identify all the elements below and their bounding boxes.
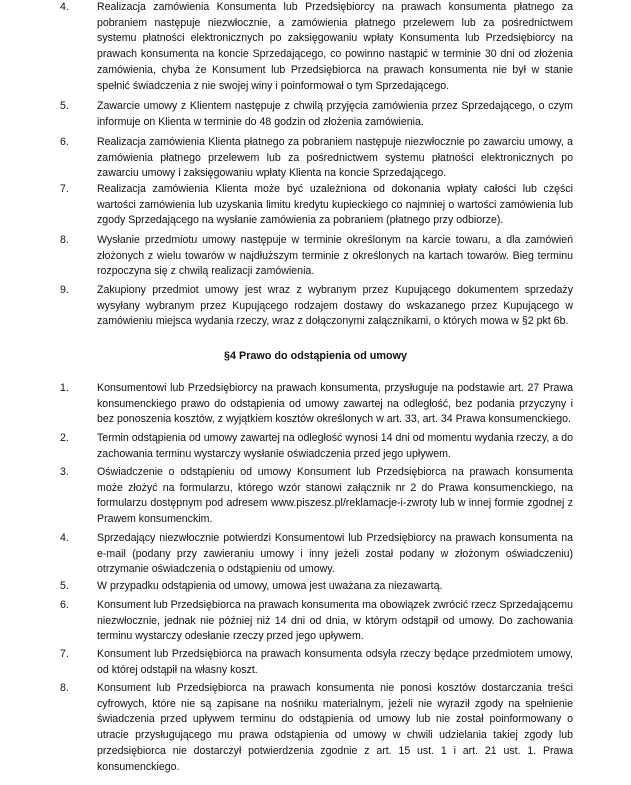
item-number: 3. [60,466,69,478]
item-number: 7. [60,648,69,660]
item-text: Konsument lub Przedsiębiorca na prawach konsumenta nie ponosi kosztów dostarczania treści cyfrowych, które nie są zapisane na nośniku materialnym, jeżeli nie wyraził zgody na spełnienie świadczenia przed upływem terminu do odstąpienia od umowy lub nie został poinformowany o utracie przysługującego mu prawa odstąpienia od umowy w chwili udzielania takiej zgody lub przedsiębiorca nie dostarczył potwierdzenia zgodnie z art. 15 ust. 1 i art. 21 ust. 1. Prawa konsumenckiego. [97,682,573,773]
item-text: Zawarcie umowy z Klientem następuje z chwilą przyjęcia zamówienia przez Sprzedającego, o czym informuje on Klienta w terminie do 48 godzin od złożenia zamówienia. [97,100,573,128]
item-text: Konsument lub Przedsiębiorca na prawach konsumenta odsyła rzeczy będące przedmiotem umowy, od której odstąpił na własny koszt. [97,648,573,676]
item-number: 6. [60,136,69,148]
item-text: Termin odstąpienia od umowy zawartej na odległość wynosi 14 dni od momentu wydania rzeczy, a do zachowania terminu wystarczy wysłanie oświadczenia przed jego upływem. [97,432,573,460]
item-text: Wysłanie przedmiotu umowy następuje w terminie określonym na karcie towaru, a dla zamówień złożonych z wielu towarów w najdłuższym terminie z określonych na kartach towarów. Bieg terminu rozpoczyna się z chwilą realizacji zamówienia. [97,234,573,278]
item-text: Konsument lub Przedsiębiorca na prawach konsumenta ma obowiązek zwrócić rzecz Sprzedającemu niezwłocznie, jednak nie później niż 14 dni od dnia, w którym odstąpił od umowy. Do zachowania terminu wystarczy odesłanie rzeczy przed jego upływem. [97,599,573,643]
item-number: 8. [60,682,69,694]
item-text: Sprzedający niezwłocznie potwierdzi Konsumentowi lub Przedsiębiorcy na prawach konsumenta na e-mail (podany przy zawieraniu umowy i inny jeżeli został podany w złożonym oświadczeniu) otrzymanie oświadczenia o odstąpieniu od umowy. [97,532,573,576]
item-number: 9. [60,284,69,296]
item-text: Realizacja zamówienia Klienta może być uzależniona od dokonania wpłaty całości lub części wartości zamówienia lub uzyskania limitu kredytu kupieckiego co najmniej o wartości zamówienia lub zgody Sprzedającego na wysłanie zamówienia za pobraniem (płatnego przy odbiorze). [97,183,573,227]
item-text: Konsumentowi lub Przedsiębiorcy na prawach konsumenta, przysługuje na podstawie art. 27 Prawa konsumenckiego prawo do odstąpienia od umowy zawartej na odległość, bez podania przyczyny i bez ponoszenia kosztów, z wyjątkiem kosztów określonych w art. 33, art. 34 Prawa konsumenckiego. [97,382,573,426]
item-number: 2. [60,432,69,444]
item-number: 7. [60,183,69,195]
item-number: 1. [60,382,69,394]
item-number: 5. [60,580,69,592]
item-number: 4. [60,1,69,13]
item-text: Oświadczenie o odstąpieniu od umowy Konsument lub Przedsiębiorca na prawach konsumenta może złożyć na formularzu, którego wzór stanowi załącznik nr 2 do Prawa konsumenckiego, na formularzu dostępnym pod adresem www.piszesz.pl/reklamacje-i-zwroty lub w innej formie zgodnej z Prawem konsumenckim. [97,466,573,526]
item-text: W przypadku odstąpienia od umowy, umowa jest uważana za niezawartą. [97,580,443,592]
item-number: 6. [60,599,69,611]
item-number: 4. [60,532,69,544]
item-text: Realizacja zamówienia Klienta płatnego za pobraniem następuje niezwłocznie po zawarciu umowy, a zamówienia płatnego przelewem lub za pośrednictwem systemu płatności elektronicznych po zawarciu umowy i zaksięgowaniu wpłaty Klienta na koncie Sprzedającego. [97,136,573,180]
item-text: Zakupiony przedmiot umowy jest wraz z wybranym przez Kupującego dokumentem sprzedaży wysyłany wybranym przez Kupującego rodzajem dostawy do wskazanego przez Kupującego w zamówieniu miejsca wydania rzeczy, wraz z dołączonymi załącznikami, o których mowa w §2 pkt 6b. [97,284,573,328]
item-number: 5. [60,100,69,112]
item-number: 8. [60,234,69,246]
section-heading: §4 Prawo do odstąpienia od umowy [224,350,407,362]
item-text: Realizacja zamówienia Konsumenta lub Przedsiębiorcy na prawach konsumenta płatnego za pobraniem następuje niezwłocznie, a zamówienia płatnego przelewem lub za pośrednictwem systemu płatności elektronicznych po zaksięgowaniu wpłaty Konsumenta lub Przedsiębiorcy na prawach konsumenta na koncie Sprzedającego, co powinno nastąpić w terminie 30 dni od złożenia zamówienia, chyba że Konsument lub Przedsiębiorca na prawach konsumenta nie był w stanie spełnić świadczenia z nie swojej winy i poinformował o tym Sprzedającego. [97,1,573,92]
